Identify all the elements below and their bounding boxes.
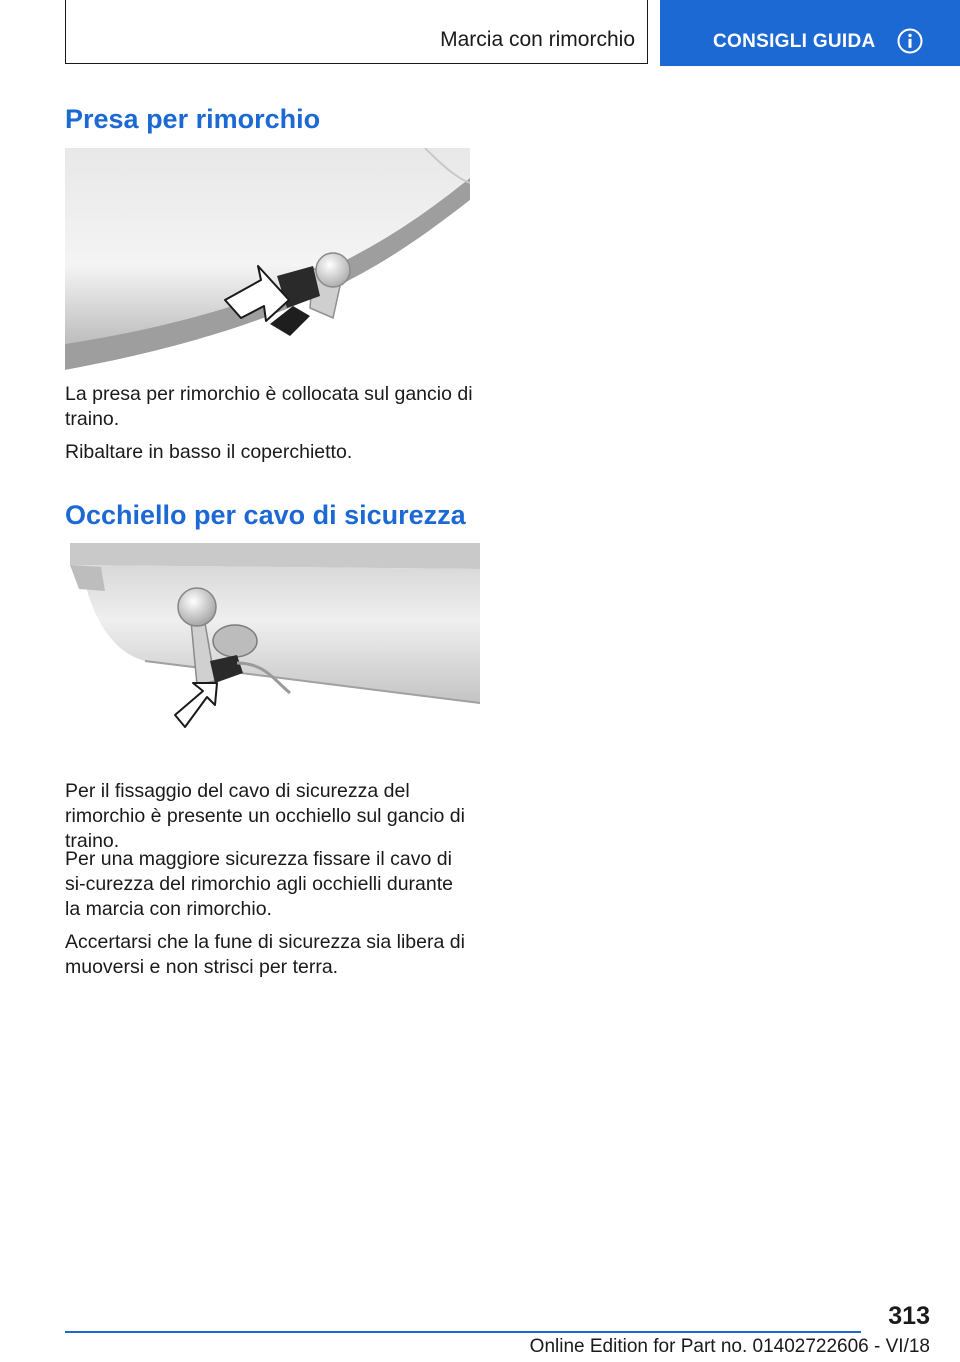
- paragraph: Accertarsi che la fune di sicurezza sia libera di muoversi e non strisci per terra.: [65, 931, 465, 978]
- heading-safety-cable-eyelet: Occhiello per cavo di sicurezza: [65, 500, 466, 530]
- paragraph: Ribaltare in basso il coperchietto.: [65, 441, 353, 463]
- footer-edition-text: Online Edition for Part no. 01402722606 - VI/18: [529, 1336, 930, 1357]
- page-number: 313: [888, 1302, 930, 1330]
- footer-divider: [65, 1331, 861, 1333]
- paragraph: Per una maggiore sicurezza fissare il cavo di si-curezza del rimorchio agli occhielli durante la marcia con rimorchio.: [65, 848, 454, 920]
- chapter-tab[interactable]: [660, 0, 960, 66]
- heading-trailer-socket: Presa per rimorchio: [65, 104, 321, 134]
- trailer-socket-illustration: [65, 148, 470, 370]
- info-circle-icon[interactable]: [897, 28, 923, 54]
- section-title: Marcia con rimorchio: [440, 28, 635, 51]
- safety-cable-eyelet-illustration: [65, 543, 480, 741]
- chapter-title: CONSIGLI GUIDA: [713, 31, 876, 52]
- header-section-box: [65, 0, 648, 64]
- paragraph: Per il fissaggio del cavo di sicurezza del rimorchio è presente un occhiello sul gancio di traino.: [65, 780, 465, 852]
- paragraph: La presa per rimorchio è collocata sul gancio di traino.: [65, 383, 473, 430]
